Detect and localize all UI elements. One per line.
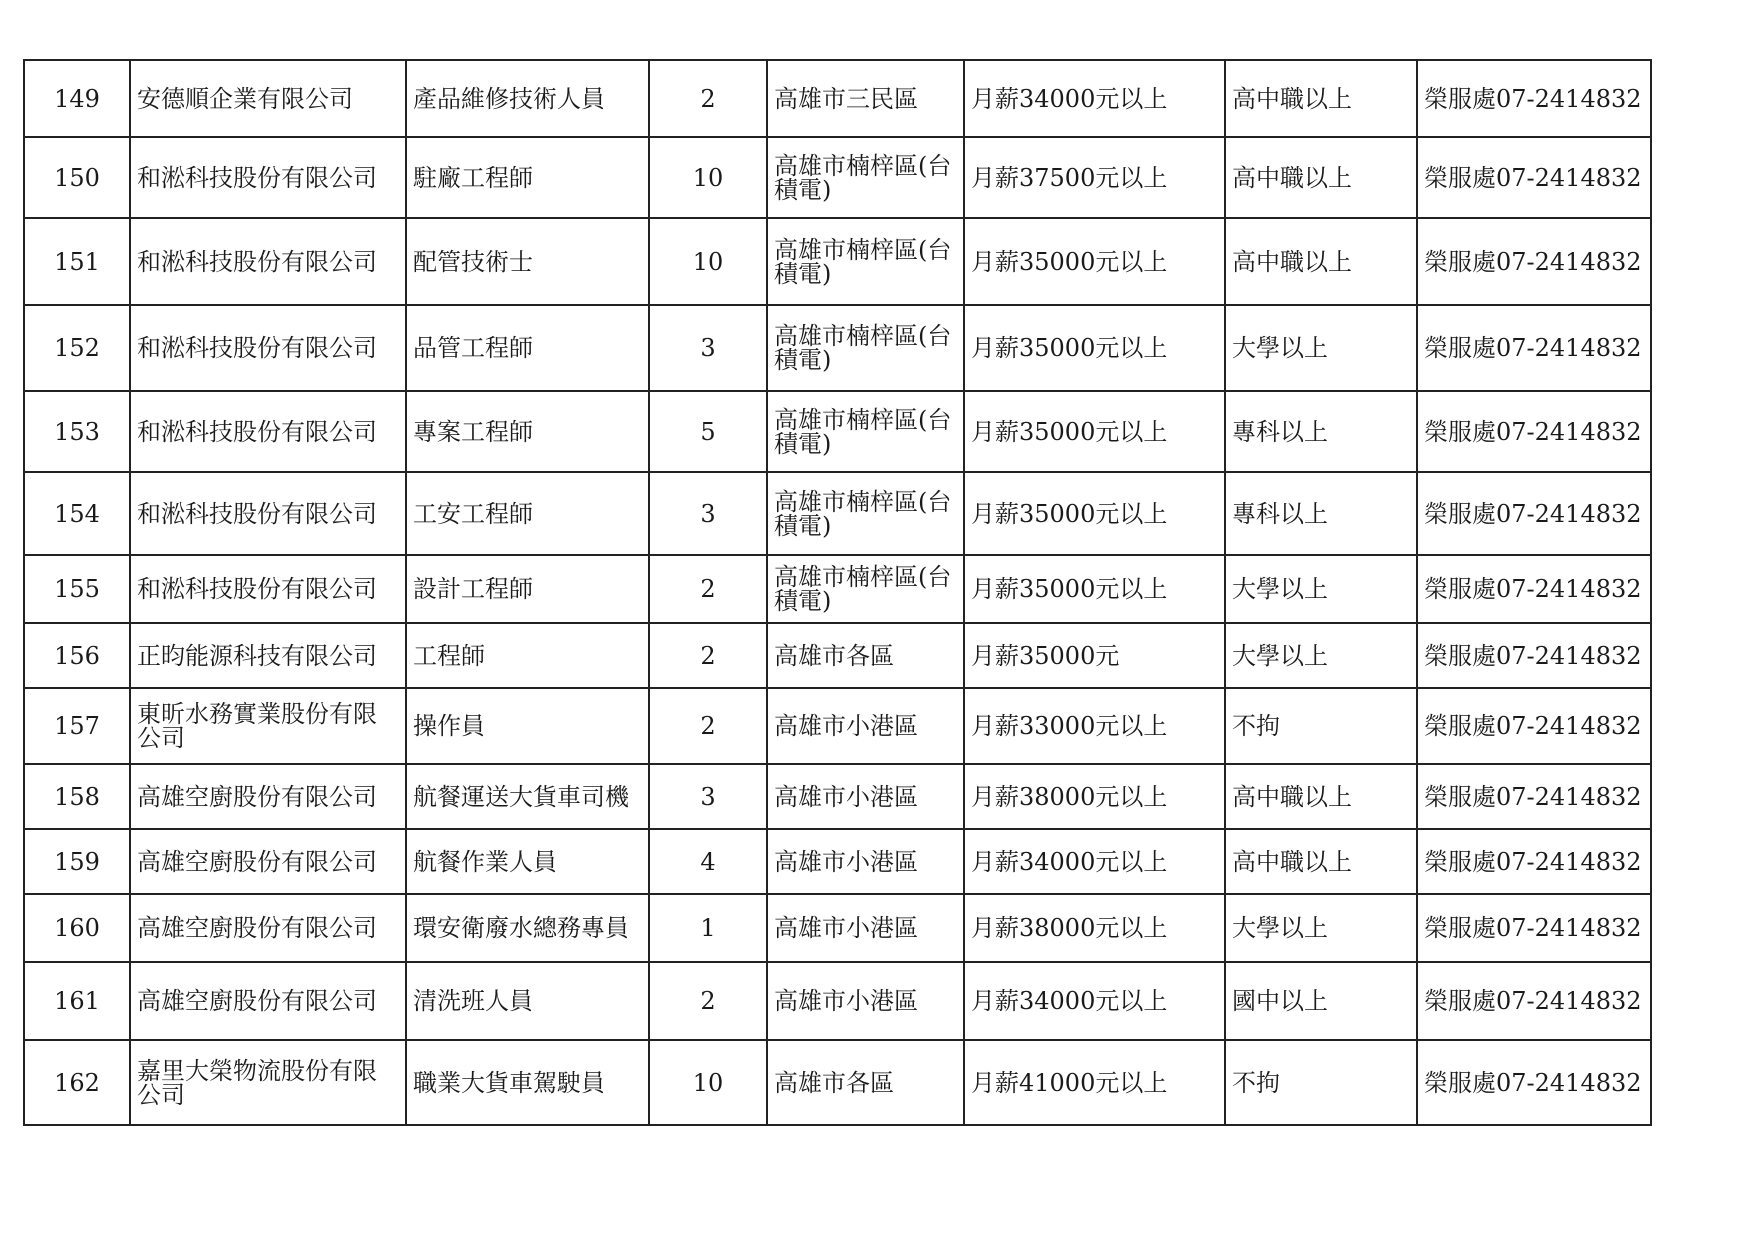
- education-requirement: 高中職以上: [1225, 218, 1417, 305]
- education-requirement: 不拘: [1225, 1040, 1417, 1125]
- contact-info: 榮服處07-2414832: [1417, 894, 1651, 962]
- job-rows: [24, 60, 1651, 1125]
- contact-info: 榮服處07-2414832: [1417, 962, 1651, 1040]
- job-listing-sheet: [23, 59, 1652, 1126]
- education-requirement: 大學以上: [1225, 305, 1417, 391]
- table-row: [24, 829, 1651, 894]
- salary: 月薪41000元以上: [964, 1040, 1225, 1125]
- work-location: 高雄市楠梓區(台積電): [767, 218, 964, 305]
- opening-count: 10: [649, 1040, 767, 1125]
- company-name: 高雄空廚股份有限公司: [130, 764, 406, 829]
- job-number: 160: [24, 894, 130, 962]
- job-title: 清洗班人員: [406, 962, 649, 1040]
- salary: 月薪34000元以上: [964, 962, 1225, 1040]
- company-name: 安德順企業有限公司: [130, 60, 406, 137]
- company-name: 和淞科技股份有限公司: [130, 137, 406, 218]
- work-location: 高雄市各區: [767, 1040, 964, 1125]
- work-location: 高雄市小港區: [767, 688, 964, 764]
- opening-count: 5: [649, 391, 767, 472]
- company-name: 和淞科技股份有限公司: [130, 391, 406, 472]
- table-row: [24, 962, 1651, 1040]
- table-row: [24, 555, 1651, 623]
- company-name: 高雄空廚股份有限公司: [130, 962, 406, 1040]
- education-requirement: 不拘: [1225, 688, 1417, 764]
- job-title: 專案工程師: [406, 391, 649, 472]
- education-requirement: 國中以上: [1225, 962, 1417, 1040]
- work-location: 高雄市楠梓區(台積電): [767, 472, 964, 555]
- opening-count: 2: [649, 623, 767, 688]
- salary: 月薪35000元以上: [964, 218, 1225, 305]
- education-requirement: 大學以上: [1225, 555, 1417, 623]
- job-title: 操作員: [406, 688, 649, 764]
- opening-count: 3: [649, 764, 767, 829]
- work-location: 高雄市各區: [767, 623, 964, 688]
- salary: 月薪35000元以上: [964, 391, 1225, 472]
- contact-info: 榮服處07-2414832: [1417, 391, 1651, 472]
- job-number: 150: [24, 137, 130, 218]
- job-title: 工程師: [406, 623, 649, 688]
- job-number: 161: [24, 962, 130, 1040]
- education-requirement: 專科以上: [1225, 472, 1417, 555]
- company-name: 東昕水務實業股份有限公司: [130, 688, 406, 764]
- education-requirement: 高中職以上: [1225, 829, 1417, 894]
- opening-count: 10: [649, 218, 767, 305]
- work-location: 高雄市三民區: [767, 60, 964, 137]
- company-name: 和淞科技股份有限公司: [130, 555, 406, 623]
- table-row: [24, 137, 1651, 218]
- contact-info: 榮服處07-2414832: [1417, 472, 1651, 555]
- company-name: 和淞科技股份有限公司: [130, 305, 406, 391]
- education-requirement: 高中職以上: [1225, 137, 1417, 218]
- work-location: 高雄市楠梓區(台積電): [767, 391, 964, 472]
- job-title: 航餐作業人員: [406, 829, 649, 894]
- job-number: 159: [24, 829, 130, 894]
- table-row: [24, 688, 1651, 764]
- salary: 月薪38000元以上: [964, 764, 1225, 829]
- contact-info: 榮服處07-2414832: [1417, 305, 1651, 391]
- table-row: [24, 391, 1651, 472]
- work-location: 高雄市楠梓區(台積電): [767, 555, 964, 623]
- salary: 月薪38000元以上: [964, 894, 1225, 962]
- opening-count: 2: [649, 60, 767, 137]
- work-location: 高雄市小港區: [767, 829, 964, 894]
- job-number: 156: [24, 623, 130, 688]
- contact-info: 榮服處07-2414832: [1417, 218, 1651, 305]
- salary: 月薪37500元以上: [964, 137, 1225, 218]
- contact-info: 榮服處07-2414832: [1417, 555, 1651, 623]
- table-row: [24, 1040, 1651, 1125]
- contact-info: 榮服處07-2414832: [1417, 764, 1651, 829]
- salary: 月薪35000元以上: [964, 305, 1225, 391]
- education-requirement: 大學以上: [1225, 894, 1417, 962]
- opening-count: 4: [649, 829, 767, 894]
- job-number: 149: [24, 60, 130, 137]
- opening-count: 3: [649, 305, 767, 391]
- work-location: 高雄市楠梓區(台積電): [767, 137, 964, 218]
- salary: 月薪33000元以上: [964, 688, 1225, 764]
- company-name: 嘉里大榮物流股份有限公司: [130, 1040, 406, 1125]
- job-title: 產品維修技術人員: [406, 60, 649, 137]
- work-location: 高雄市楠梓區(台積電): [767, 305, 964, 391]
- job-title: 配管技術士: [406, 218, 649, 305]
- contact-info: 榮服處07-2414832: [1417, 137, 1651, 218]
- company-name: 和淞科技股份有限公司: [130, 218, 406, 305]
- table-row: [24, 472, 1651, 555]
- company-name: 高雄空廚股份有限公司: [130, 894, 406, 962]
- contact-info: 榮服處07-2414832: [1417, 829, 1651, 894]
- company-name: 高雄空廚股份有限公司: [130, 829, 406, 894]
- job-number: 162: [24, 1040, 130, 1125]
- job-title: 品管工程師: [406, 305, 649, 391]
- job-number: 158: [24, 764, 130, 829]
- contact-info: 榮服處07-2414832: [1417, 688, 1651, 764]
- job-listing-table: [23, 59, 1652, 1126]
- education-requirement: 高中職以上: [1225, 60, 1417, 137]
- opening-count: 1: [649, 894, 767, 962]
- opening-count: 3: [649, 472, 767, 555]
- opening-count: 2: [649, 688, 767, 764]
- job-title: 航餐運送大貨車司機: [406, 764, 649, 829]
- contact-info: 榮服處07-2414832: [1417, 1040, 1651, 1125]
- job-title: 設計工程師: [406, 555, 649, 623]
- opening-count: 2: [649, 962, 767, 1040]
- table-row: [24, 305, 1651, 391]
- table-row: [24, 60, 1651, 137]
- job-title: 工安工程師: [406, 472, 649, 555]
- table-row: [24, 623, 1651, 688]
- contact-info: 榮服處07-2414832: [1417, 60, 1651, 137]
- table-row: [24, 894, 1651, 962]
- job-number: 151: [24, 218, 130, 305]
- salary: 月薪35000元: [964, 623, 1225, 688]
- company-name: 正昀能源科技有限公司: [130, 623, 406, 688]
- salary: 月薪35000元以上: [964, 555, 1225, 623]
- job-number: 157: [24, 688, 130, 764]
- education-requirement: 大學以上: [1225, 623, 1417, 688]
- education-requirement: 高中職以上: [1225, 764, 1417, 829]
- job-title: 駐廠工程師: [406, 137, 649, 218]
- education-requirement: 專科以上: [1225, 391, 1417, 472]
- work-location: 高雄市小港區: [767, 764, 964, 829]
- table-row: [24, 764, 1651, 829]
- company-name: 和淞科技股份有限公司: [130, 472, 406, 555]
- work-location: 高雄市小港區: [767, 894, 964, 962]
- contact-info: 榮服處07-2414832: [1417, 623, 1651, 688]
- job-title: 職業大貨車駕駛員: [406, 1040, 649, 1125]
- job-number: 155: [24, 555, 130, 623]
- job-number: 152: [24, 305, 130, 391]
- table-row: [24, 218, 1651, 305]
- job-number: 154: [24, 472, 130, 555]
- opening-count: 2: [649, 555, 767, 623]
- salary: 月薪34000元以上: [964, 60, 1225, 137]
- salary: 月薪35000元以上: [964, 472, 1225, 555]
- work-location: 高雄市小港區: [767, 962, 964, 1040]
- job-number: 153: [24, 391, 130, 472]
- opening-count: 10: [649, 137, 767, 218]
- job-title: 環安衛廢水總務專員: [406, 894, 649, 962]
- salary: 月薪34000元以上: [964, 829, 1225, 894]
